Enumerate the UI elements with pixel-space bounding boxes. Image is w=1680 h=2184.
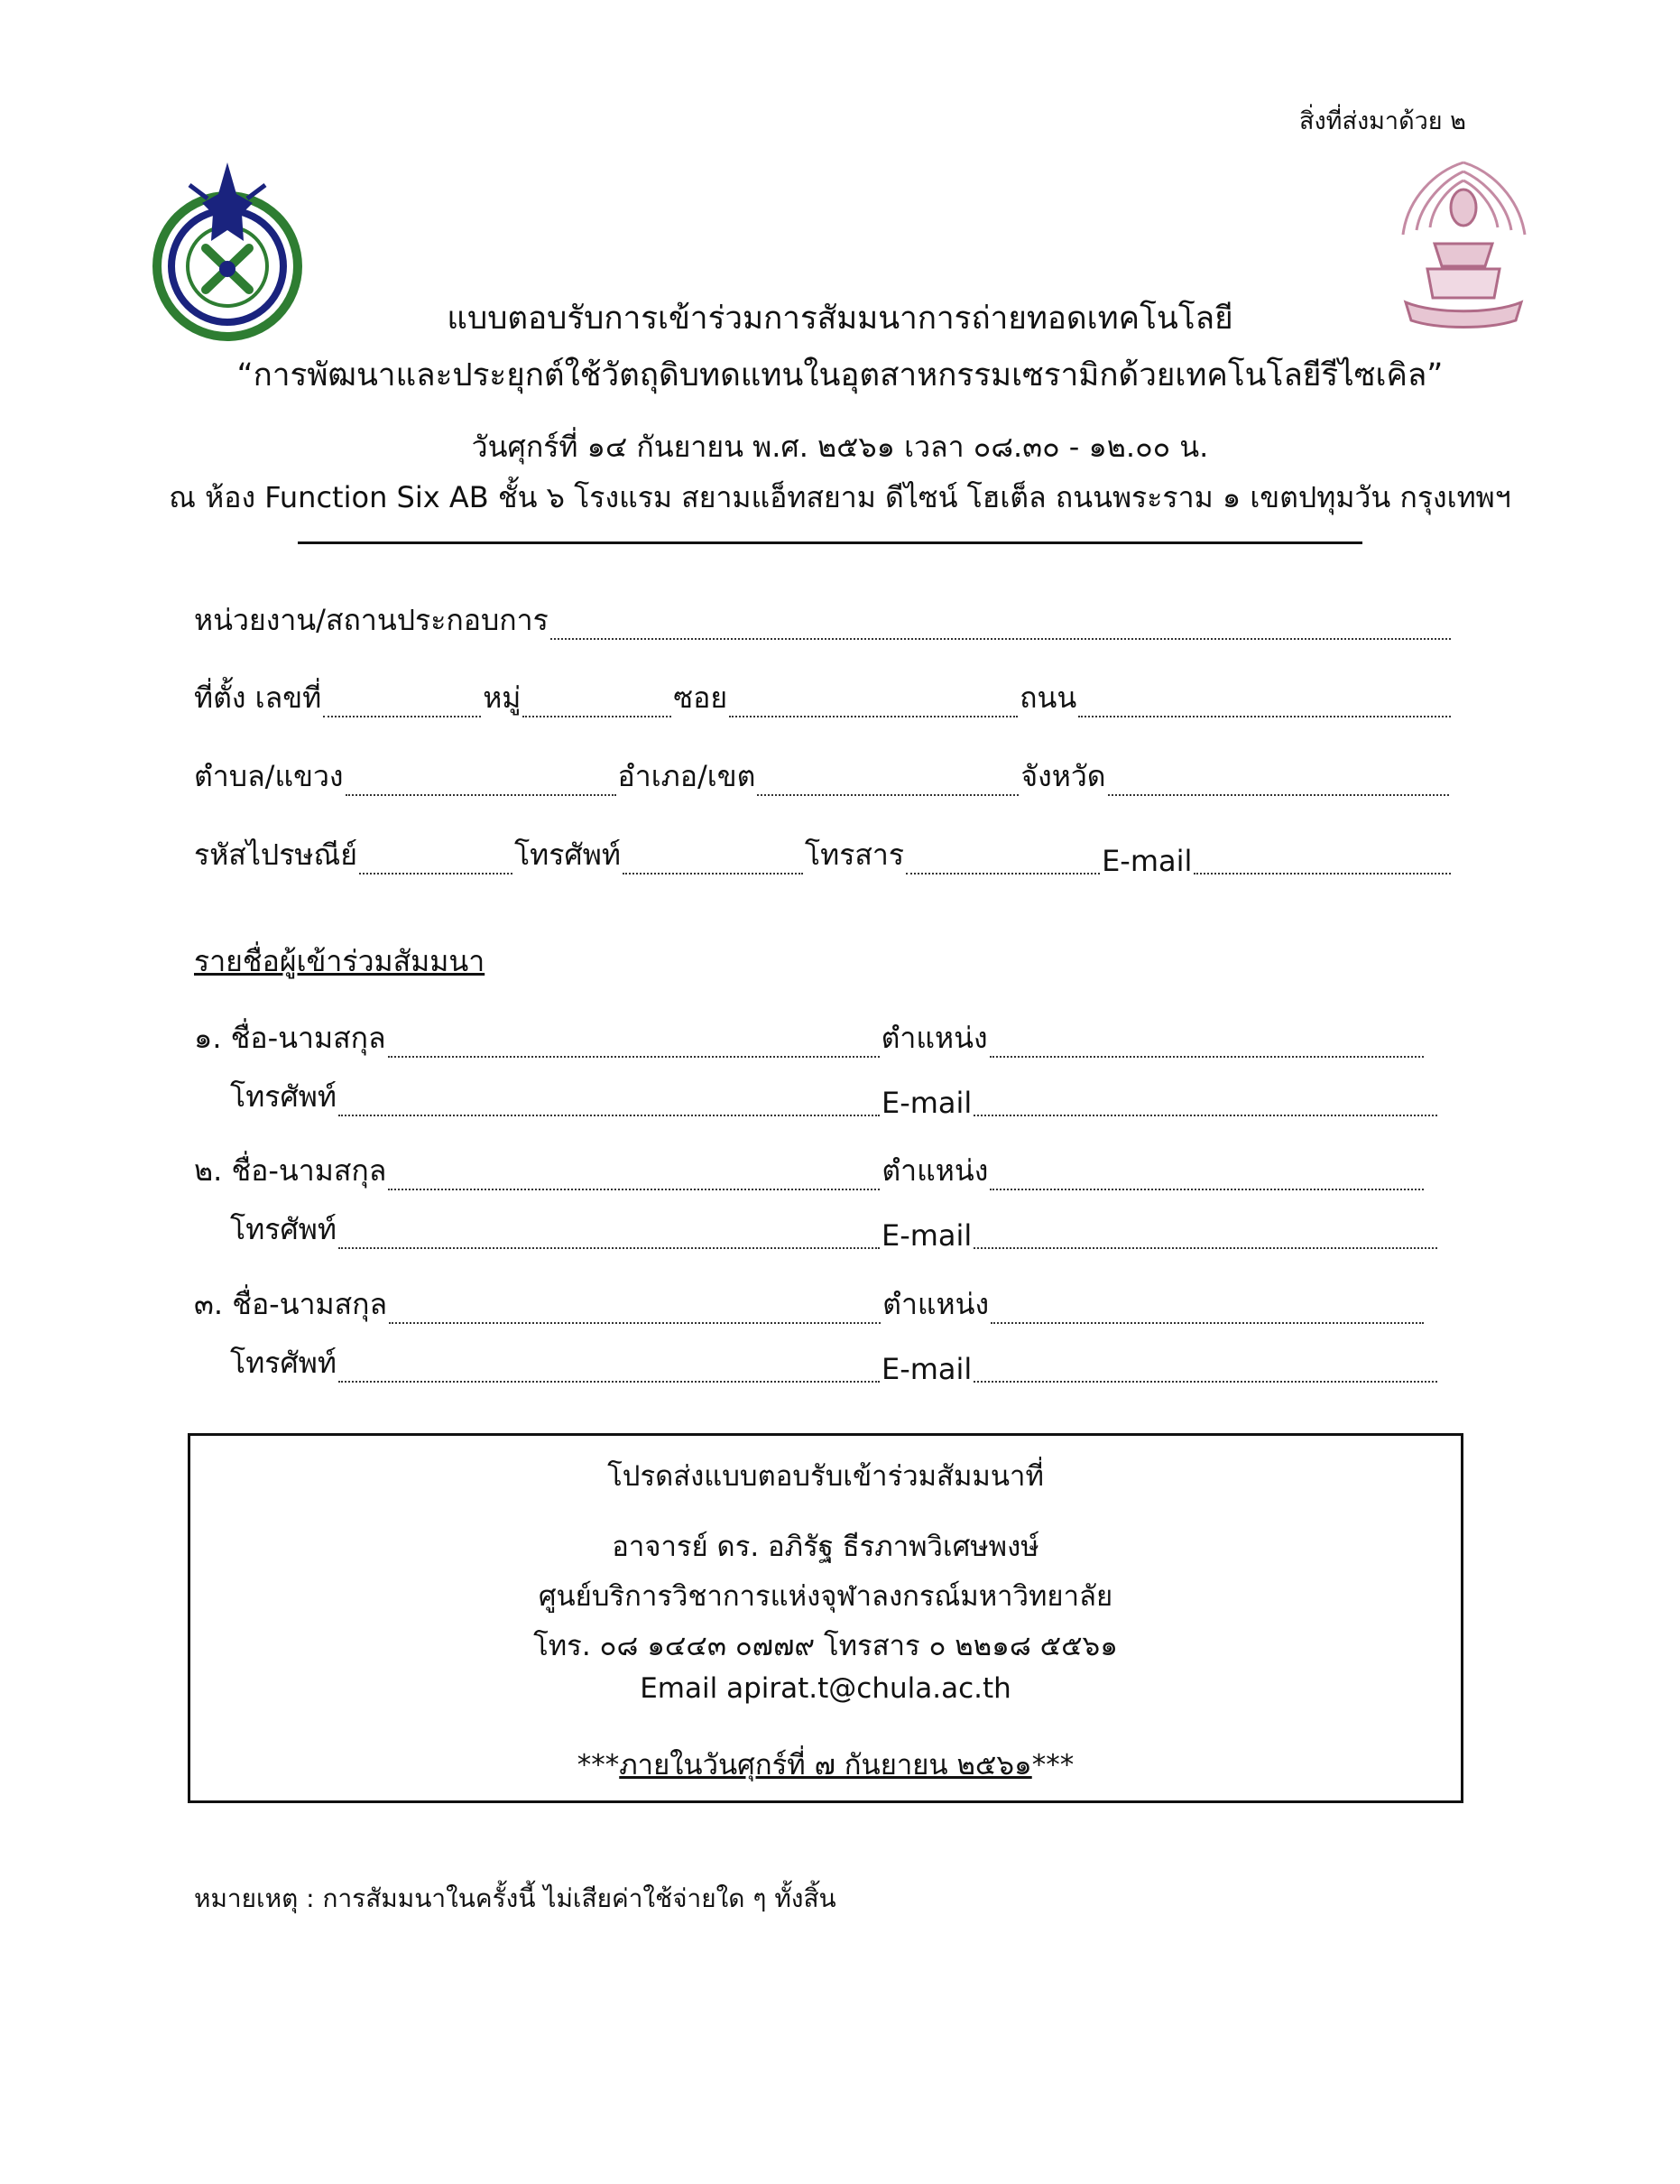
participant-position-field[interactable] xyxy=(990,1163,1424,1190)
contact-phone-fax: โทร. ๐๘ ๑๔๔๓ ๐๗๗๙ โทรสาร ๐ ๒๒๑๘ ๕๕๖๑ xyxy=(533,1630,1118,1662)
participant-name-label: ๓. ชื่อ-นามสกุล xyxy=(194,1287,388,1321)
district-field[interactable] xyxy=(757,769,1019,796)
seminar-subtitle: “การพัฒนาและประยุกต์ใช้วัตถุดิบทดแทนในอุตสาหกรรมเซรามิกด้วยเทคโนโลยีรีไซเคิล” xyxy=(236,357,1444,393)
postcode-field[interactable] xyxy=(359,847,512,875)
participant-position-label: ตำแหน่ง xyxy=(882,1287,990,1321)
province-label: จังหวัด xyxy=(1020,759,1106,793)
enclosure-label: สิ่งที่ส่งมาด้วย ๒ xyxy=(1299,107,1466,135)
participant-phone-field[interactable] xyxy=(338,1222,880,1249)
soi-label: ซอย xyxy=(673,680,728,715)
participant-phone-field[interactable] xyxy=(338,1356,880,1383)
participant-2-contact-row xyxy=(230,1207,1439,1253)
fax-field[interactable] xyxy=(906,847,1100,875)
participant-position-field[interactable] xyxy=(990,1031,1424,1058)
addr-no-field[interactable] xyxy=(323,690,481,717)
date-line: วันศุกร์ที่ ๑๔ กันยายน พ.ศ. ๒๕๖๑ เวลา ๐๘.๓๐ - ๑๒.๐๐ น. xyxy=(471,430,1209,464)
road-field[interactable] xyxy=(1078,690,1451,717)
org-field[interactable] xyxy=(550,613,1451,640)
phone-field[interactable] xyxy=(623,847,803,875)
note: หมายเหตุ : การสัมมนาในครั้งนี้ ไม่เสียค่าใช้จ่ายใด ๆ ทั้งสิ้น xyxy=(194,1883,836,1913)
moo-label: หมู่ xyxy=(483,680,522,715)
participant-position-label: ตำแหน่ง xyxy=(882,1153,989,1188)
participant-email-field[interactable] xyxy=(974,1089,1437,1116)
participant-email-field[interactable] xyxy=(974,1222,1437,1249)
moo-field[interactable] xyxy=(522,690,671,717)
participant-1-contact-row xyxy=(230,1074,1439,1120)
address-row xyxy=(194,675,1453,721)
participant-2-name-row xyxy=(194,1148,1426,1194)
participant-phone-label: โทรศัพท์ xyxy=(230,1346,337,1380)
subdistrict-field[interactable] xyxy=(346,769,616,796)
contact-email[interactable]: Email apirat.t@chula.ac.th xyxy=(640,1672,1011,1705)
email-label: E-mail xyxy=(1102,844,1193,878)
org-label: หน่วยงาน/สถานประกอบการ xyxy=(194,603,549,637)
phone-label: โทรศัพท์ xyxy=(513,838,621,872)
deadline xyxy=(188,1742,1463,1787)
participant-phone-field[interactable] xyxy=(338,1089,880,1116)
contact-org: ศูนย์บริการวิชาการแห่งจุฬาลงกรณ์มหาวิทยาลัย xyxy=(538,1580,1113,1613)
participant-3-contact-row xyxy=(230,1340,1439,1386)
email-field[interactable] xyxy=(1194,847,1451,875)
deadline-suffix: *** xyxy=(1031,1749,1075,1781)
participant-3-name-row xyxy=(194,1282,1426,1328)
postcode-label: รหัสไปรษณีย์ xyxy=(194,838,357,872)
participant-phone-label: โทรศัพท์ xyxy=(230,1212,337,1246)
participant-email-label: E-mail xyxy=(881,1218,973,1253)
locality-row xyxy=(194,754,1451,800)
participants-heading: รายชื่อผู้เข้าร่วมสัมมนา xyxy=(194,944,485,978)
contact-row xyxy=(194,832,1453,878)
road-label: ถนน xyxy=(1020,680,1077,715)
form-title: แบบตอบรับการเข้าร่วมการสัมมนาการถ่ายทอดเทคโนโลยี xyxy=(447,301,1233,337)
district-label: อำเภอ/เขต xyxy=(617,759,756,793)
participant-position-field[interactable] xyxy=(991,1297,1424,1324)
deadline-prefix: *** xyxy=(577,1749,620,1781)
participant-name-field[interactable] xyxy=(389,1297,881,1324)
participant-name-field[interactable] xyxy=(388,1163,880,1190)
province-field[interactable] xyxy=(1108,769,1449,796)
participant-1-name-row xyxy=(194,1015,1426,1061)
contact-person: อาจารย์ ดร. อภิรัฐ ธีรภาพวิเศษพงษ์ xyxy=(612,1531,1039,1563)
deadline-text: ภายในวันศุกร์ที่ ๗ กันยายน ๒๕๖๑ xyxy=(619,1749,1032,1781)
venue-line: ณ ห้อง Function Six AB ชั้น ๖ โรงแรม สยามแอ็ทสยาม ดีไซน์ โฮเต็ล ถนนพระราม ๑ เขตปทุมวัน กรุงเทพฯ xyxy=(169,480,1511,514)
addr-no-label: ที่ตั้ง เลขที่ xyxy=(194,680,322,715)
participant-name-label: ๑. ชื่อ-นามสกุล xyxy=(194,1021,386,1055)
contact-intro: โปรดส่งแบบตอบรับเข้าร่วมสัมมนาที่ xyxy=(607,1460,1044,1493)
participant-email-label: E-mail xyxy=(881,1086,973,1120)
fax-label: โทรสาร xyxy=(804,838,905,872)
participant-phone-label: โทรศัพท์ xyxy=(230,1079,337,1114)
participant-name-label: ๒. ชื่อ-นามสกุล xyxy=(194,1153,387,1188)
participant-name-field[interactable] xyxy=(388,1031,880,1058)
org-row xyxy=(194,597,1453,643)
divider xyxy=(298,541,1362,544)
subdistrict-label: ตำบล/แขวง xyxy=(194,759,344,793)
soi-field[interactable] xyxy=(729,690,1018,717)
participant-email-label: E-mail xyxy=(881,1352,973,1386)
participant-position-label: ตำแหน่ง xyxy=(881,1021,988,1055)
participant-email-field[interactable] xyxy=(974,1356,1437,1383)
